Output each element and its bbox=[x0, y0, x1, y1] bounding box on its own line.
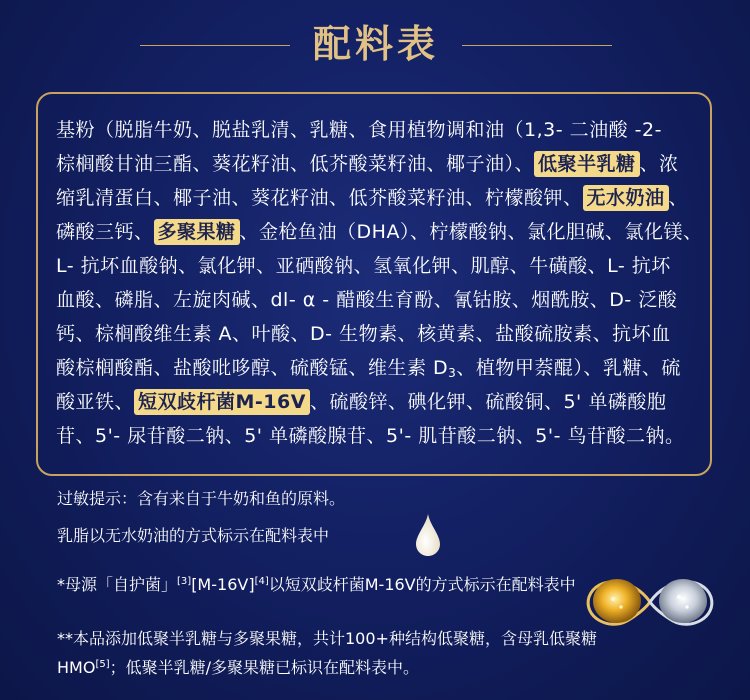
milk-drop-icon bbox=[414, 513, 442, 557]
ingredient-line: L- 抗坏血酸钠、氯化钾、亚硒酸钠、氢氧化钾、肌醇、牛磺酸、L- 抗坏 bbox=[56, 255, 671, 277]
highlight-m16v: 短双歧杆菌M-16V bbox=[134, 389, 310, 415]
probiotic-note: *母源「自护菌」[3][M-16V][4]以短双歧杆菌M-16V的方式标示在配料表中 bbox=[57, 575, 576, 594]
title-left-line bbox=[140, 45, 290, 46]
oligosaccharide-note: **本品添加低聚半乳糖与多聚果糖，共计100+种结构低聚糖，含母乳低聚糖HMO[5]；低聚半乳糖/多聚果糖已标识在配料表中。 bbox=[57, 629, 597, 677]
highlight-fos: 多聚果糖 bbox=[154, 219, 240, 245]
title-row bbox=[0, 14, 750, 74]
ingredient-line: 基粉（脱脂牛奶、脱盐乳清、乳糖、食用植物调和油（1,3- 二油酸 -2- bbox=[56, 119, 662, 141]
gold-silver-infinity-icon bbox=[575, 565, 725, 640]
allergy-note: 过敏提示：含有来自于牛奶和鱼的原料。 bbox=[57, 489, 346, 508]
highlight-anhydrous-butter: 无水奶油 bbox=[583, 185, 669, 211]
ingredient-line: 棕榈酸甘油三酯、葵花籽油、低芥酸菜籽油、椰子油）、 低聚半乳糖 、浓 bbox=[56, 153, 679, 175]
ingredient-line: 酸棕榈酸酯、盐酸吡哆醇、硫酸锰、维生素 D3、植物甲萘醌）、乳糖、硫 bbox=[56, 357, 681, 380]
ingredient-line: 酸亚铁、 短双歧杆菌M-16V 、硫酸锌、碘化钾、硫酸铜、5' 单磷酸胞 bbox=[56, 391, 667, 413]
title-right-line bbox=[462, 45, 612, 46]
highlight-gos: 低聚半乳糖 bbox=[534, 151, 640, 177]
ingredient-line: 钙、棕榈酸维生素 A、叶酸、D- 生物素、核黄素、盐酸硫胺素、抗坏血 bbox=[56, 323, 671, 345]
ingredient-line: 磷酸三钙、 多聚果糖 、金枪鱼油（DHA）、柠檬酸钠、氯化胆碱、氯化镁、 bbox=[56, 221, 703, 243]
ingredient-line: 苷、5'- 尿苷酸二钠、5' 单磷酸腺苷、5'- 肌苷酸二钠、5'- 鸟苷酸二钠。 bbox=[56, 425, 685, 447]
milkfat-note: 乳脂以无水奶油的方式标示在配料表中 bbox=[57, 526, 330, 545]
ingredient-line: 血酸、磷脂、左旋肉碱、dl- α - 醋酸生育酚、氰钴胺、烟酰胺、D- 泛酸 bbox=[56, 289, 678, 311]
page-title: 配料表 bbox=[312, 22, 439, 66]
ingredients-list bbox=[56, 113, 706, 453]
ingredient-line: 缩乳清蛋白、椰子油、葵花籽油、低芥酸菜籽油、柠檬酸钾、 无水奶油 、 bbox=[56, 187, 689, 209]
